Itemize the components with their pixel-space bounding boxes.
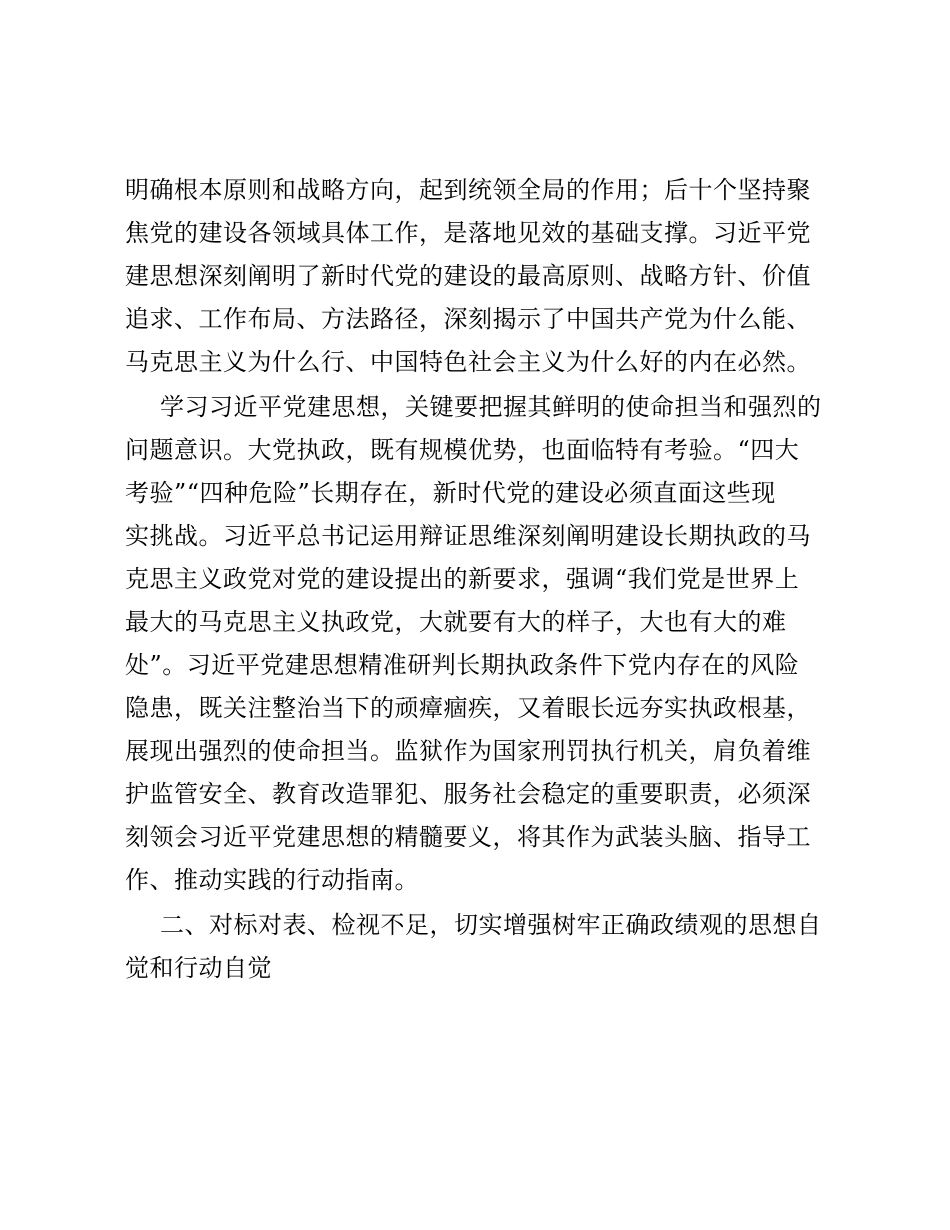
text-line: 处”。习近平党建思想精准研判长期执政条件下党内存在的风险 [125, 651, 800, 679]
text-line: 刻领会习近平党建思想的精髓要义，将其作为武装头脑、指导工 [125, 823, 811, 851]
text-line: 最大的马克思主义执政党，大就要有大的样子，大也有大的难 [125, 608, 787, 636]
section-heading-line: 觉和行动自觉 [125, 954, 272, 982]
text-line: 隐患，既关注整治当下的顽瘴痼疾，又着眼长远夯实执政根基， [125, 694, 811, 722]
text-line: 克思主义政党对党的建设提出的新要求，强调“我们党是世界上 [125, 565, 800, 593]
text-line: 考验”“四种危险”长期存在，新时代党的建设必须直面这些现 [125, 479, 776, 507]
text-line: 马克思主义为什么行、中国特色社会主义为什么好的内在必然。 [125, 348, 811, 376]
text-line: 焦党的建设各领域具体工作，是落地见效的基础支撑。习近平党 [125, 219, 811, 247]
section-heading-line: 二、对标对表、检视不足，切实增强树牢正确政绩观的思想自 [160, 911, 822, 939]
text-line: 护监管安全、教育改造罪犯、服务社会稳定的重要职责，必须深 [125, 780, 811, 808]
text-line: 作、推动实践的行动指南。 [125, 866, 419, 894]
paragraph-start-line: 学习习近平党建思想，关键要把握其鲜明的使命担当和强烈的 [160, 393, 822, 421]
text-line: 明确根本原则和战略方向，起到统领全局的作用；后十个坚持聚 [125, 176, 811, 204]
text-line: 问题意识。大党执政，既有规模优势，也面临特有考验。“四大 [125, 436, 800, 464]
text-line: 实挑战。习近平总书记运用辩证思维深刻阐明建设长期执政的马 [125, 522, 811, 550]
text-line: 追求、工作布局、方法路径，深刻揭示了中国共产党为什么能、 [125, 305, 811, 333]
text-line: 建思想深刻阐明了新时代党的建设的最高原则、战略方针、价值 [125, 262, 811, 290]
text-line: 展现出强烈的使命担当。监狱作为国家刑罚执行机关，肩负着维 [125, 737, 811, 765]
